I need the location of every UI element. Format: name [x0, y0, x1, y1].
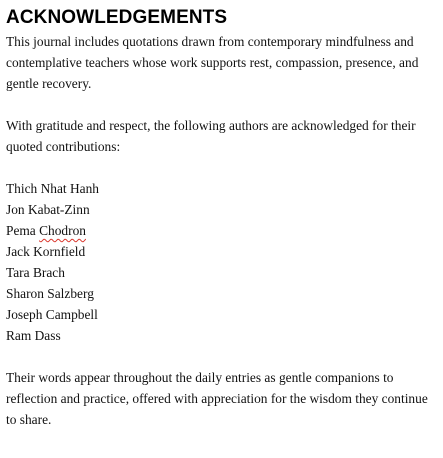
author-first-name: Pema [6, 223, 36, 238]
document-body[interactable] [6, 7, 436, 430]
author-joseph-campbell: Joseph Campbell [6, 307, 98, 322]
author-pema-chodron [6, 220, 436, 241]
gratitude-paragraph: With gratitude and respect, the following authors are acknowledged for their quoted contributions: [6, 118, 416, 154]
misspelled-word[interactable]: Chodron [39, 223, 86, 238]
author-thich-nhat-hanh: Thich Nhat Hanh [6, 181, 99, 196]
closing-paragraph: Their words appear throughout the daily entries as gentle companions to reflection and practice, offered with appreciation for the wisdom they continue to share. [6, 370, 428, 427]
intro-paragraph: This journal includes quotations drawn from contemporary mindfulness and contemplative teachers whose work supports rest, compassion, presence, and gentle recovery. [6, 34, 419, 91]
author-sharon-salzberg: Sharon Salzberg [6, 286, 94, 301]
author-tara-brach: Tara Brach [6, 265, 65, 280]
author-ram-dass: Ram Dass [6, 328, 61, 343]
page-title: ACKNOWLEDGEMENTS [6, 7, 228, 28]
author-list [6, 178, 436, 346]
author-jack-kornfield: Jack Kornfield [6, 244, 86, 259]
author-jon-kabat-zinn: Jon Kabat-Zinn [6, 202, 90, 217]
